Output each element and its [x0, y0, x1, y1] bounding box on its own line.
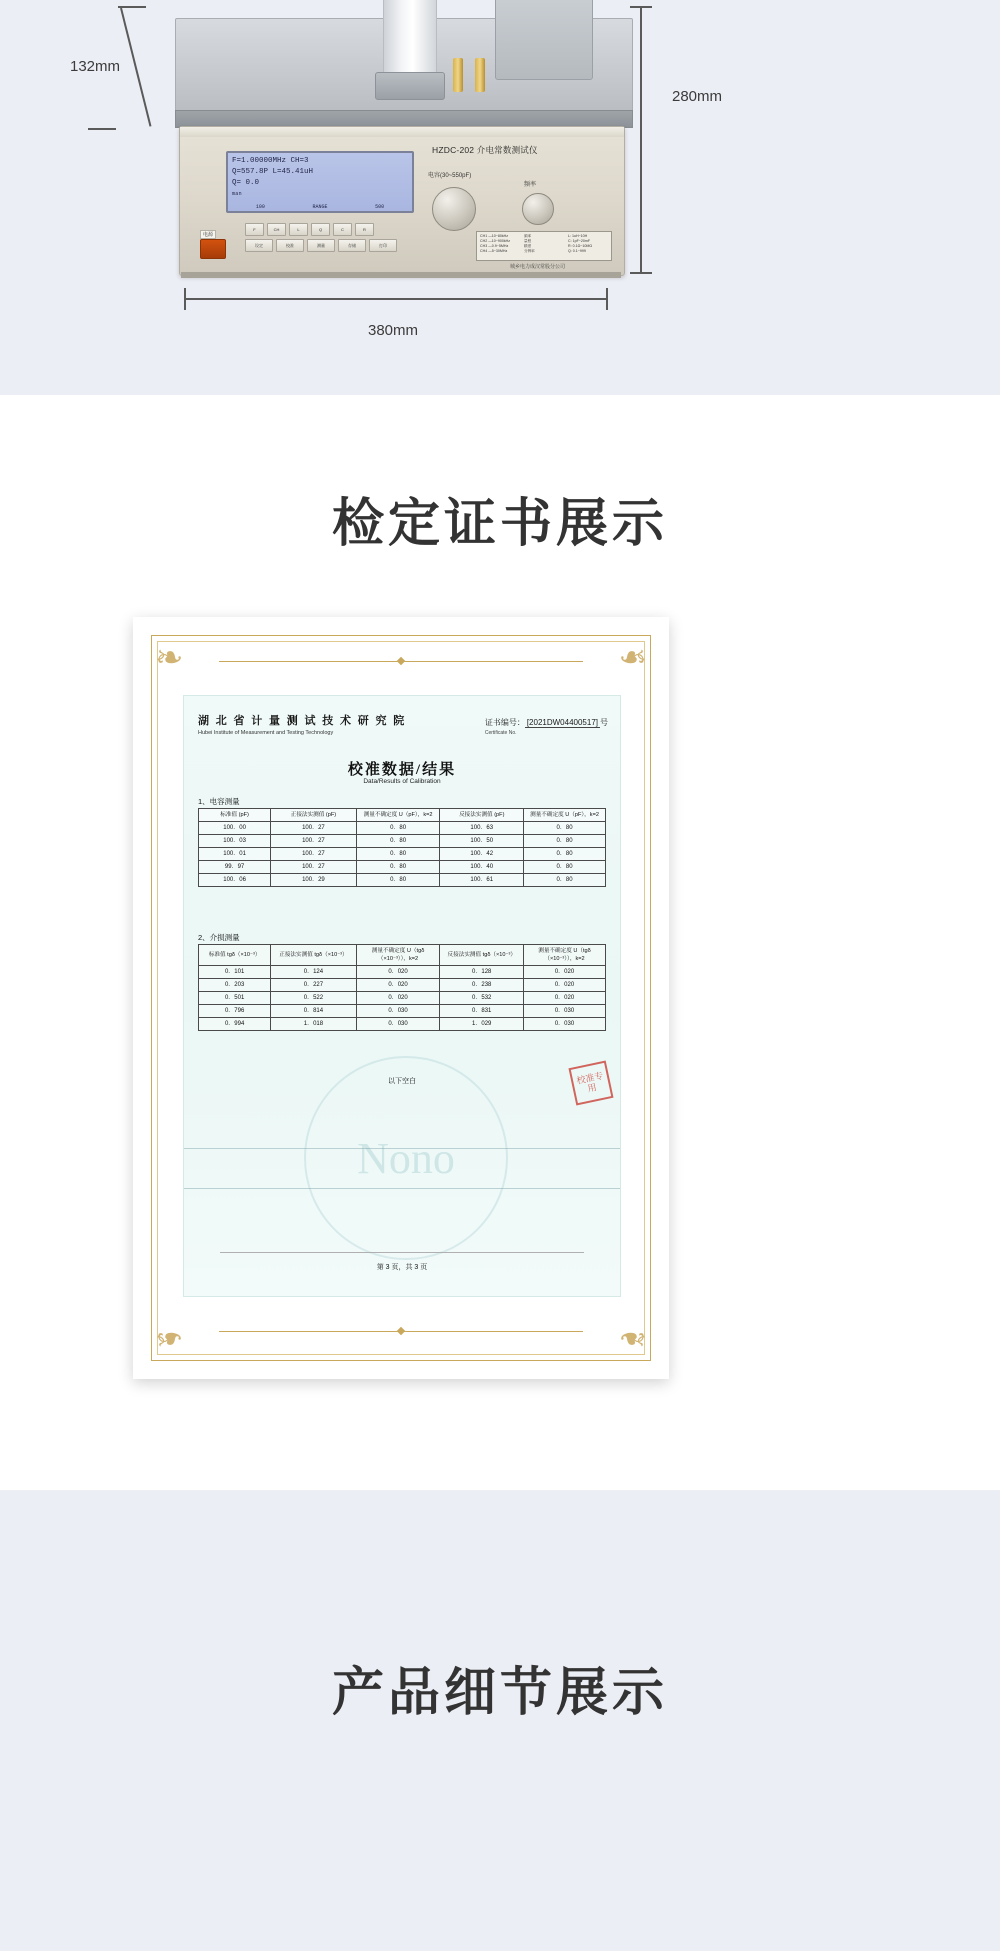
certificate-title-cn: 校准数据/结果: [347, 762, 457, 778]
spec-ch2: CH2 —10~900kHz: [480, 239, 511, 243]
table-row: [199, 1005, 606, 1018]
lcd-range-max: 500: [375, 204, 385, 210]
cell: 0．020: [356, 992, 440, 1005]
table-row: [199, 979, 606, 992]
cell: 0．030: [356, 1005, 440, 1018]
certificate-body: [183, 695, 621, 1297]
certificate-number-value: [2021DW04400517]: [526, 718, 598, 727]
key-calibrate[interactable]: 校准: [276, 239, 304, 252]
cell: 0．80: [356, 835, 440, 848]
instrument-accessories: [175, 0, 635, 140]
cell: 100．42: [440, 848, 524, 861]
lcd-display: [226, 151, 414, 213]
col-forward-uncertainty: 测量不确定度 U（pF），k=2: [356, 809, 440, 822]
divider-line-lower: [184, 1188, 620, 1189]
specification-plate: [476, 231, 612, 261]
cell: 100．06: [199, 874, 271, 887]
cell: 100．50: [440, 835, 524, 848]
organization-name-cn: 湖 北 省 计 量 测 试 技 术 研 究 院: [198, 715, 407, 727]
cell: 0．020: [523, 966, 605, 979]
cell: 0．80: [524, 822, 606, 835]
key-setting[interactable]: 设定: [245, 239, 273, 252]
spec-ch3: CH3 —0.9~5MHz: [480, 244, 509, 248]
table-row: [199, 861, 606, 874]
certificate-section: [0, 395, 1000, 1490]
cell: 99．97: [199, 861, 271, 874]
spec-l: L: 1uH~10H: [568, 234, 588, 238]
detail-section-heading: 产品细节展示: [331, 1664, 668, 1722]
manufacturer-label: 城乡电力成汉常股分公司: [510, 264, 566, 270]
capacitance-table: [198, 808, 606, 887]
spec-accuracy: 精度: [524, 244, 532, 248]
cell: 0．532: [440, 992, 524, 1005]
issuing-organization: [198, 712, 406, 736]
key-ch[interactable]: CH: [267, 223, 286, 236]
lcd-line-4: man: [232, 191, 242, 197]
dimension-photo-section: [0, 0, 1000, 395]
cell: 100．27: [271, 835, 356, 848]
cell: 100．03: [199, 835, 271, 848]
col-reverse-uncertainty: 测量不确定度 U（pF），k=2: [524, 809, 606, 822]
height-dimension-label: 132mm: [70, 58, 121, 75]
cell: 0．030: [356, 1018, 440, 1031]
cell: 0．238: [440, 979, 524, 992]
spec-column-3: [568, 234, 608, 258]
cell: 100．27: [271, 822, 356, 835]
cell: 0．227: [271, 979, 356, 992]
table-header-row: [199, 809, 606, 822]
col-reverse-measured: 反接法实测值 (pF): [440, 809, 524, 822]
cell: 0．522: [271, 992, 356, 1005]
power-button[interactable]: [200, 239, 226, 259]
table-row: [199, 1018, 606, 1031]
cell: 0．128: [440, 966, 524, 979]
cell: 1．018: [271, 1018, 356, 1031]
cell: 0．124: [271, 966, 356, 979]
keypad-row-2: [204, 239, 414, 252]
width-tick-right: [606, 288, 608, 310]
table-row: [199, 966, 606, 979]
cell: 0．030: [523, 1018, 605, 1031]
table-row: [199, 874, 606, 887]
key-q[interactable]: Q: [311, 223, 330, 236]
blank-below-note: 以下空白: [388, 1078, 416, 1085]
table-row: [199, 992, 606, 1005]
cell: 0．020: [356, 979, 440, 992]
certificate-number-label: 证书编号：: [484, 718, 525, 727]
keypad: [204, 223, 414, 265]
spec-column-1: [480, 234, 520, 258]
sample-cylinder: [383, 0, 437, 80]
key-measure[interactable]: 测量: [307, 239, 335, 252]
instrument-photo: [175, 0, 635, 280]
spec-resolution: 分辨率: [524, 249, 535, 253]
table-row: [199, 822, 606, 835]
cell: 0．80: [524, 874, 606, 887]
section-label-capacitance: 1、电容测量: [198, 797, 240, 806]
height-dimension-line: [120, 8, 151, 127]
cell: 0．203: [199, 979, 271, 992]
width-dimension-label: 380mm: [368, 322, 419, 339]
lcd-range-min: 100: [255, 204, 265, 210]
height-tick-bottom: [88, 128, 116, 130]
cell: 100．63: [440, 822, 524, 835]
cell: 0．020: [356, 966, 440, 979]
power-switch-label: 电源: [200, 230, 216, 239]
cell: 0．80: [356, 874, 440, 887]
col-forward-uncertainty-tg: 测量不确定度 U（tgδ（×10⁻³）），k=2: [356, 945, 440, 966]
lcd-range-row: [232, 202, 408, 213]
organization-name-en: Hubei Institute of Measurement and Testing Technology: [198, 730, 334, 736]
table-header-row: [199, 945, 606, 966]
col-standard-value-tg: 标准值 tgδ（×10⁻³）: [199, 945, 271, 966]
certificate-number-suffix: 号: [600, 718, 608, 727]
footer-rule: [220, 1252, 584, 1253]
certificate-header: [198, 712, 608, 736]
cell: 0．101: [199, 966, 271, 979]
cell: 1．029: [440, 1018, 524, 1031]
cell: 0．020: [523, 992, 605, 1005]
ornament-corner-top-left-icon: ❧: [155, 639, 184, 677]
certificate-number-line: [485, 717, 608, 728]
brass-terminal-right: [475, 58, 485, 92]
cell: 0．814: [271, 1005, 356, 1018]
certificate-number-block: [485, 717, 608, 736]
key-l[interactable]: L: [289, 223, 308, 236]
cell: 0．80: [356, 861, 440, 874]
brass-terminal-left: [453, 58, 463, 92]
lcd-line-1: F=1.00000MHz CH=3: [232, 157, 309, 165]
table-row: [199, 835, 606, 848]
col-reverse-uncertainty-tg: 测量不确定度 U（tgδ（×10⁻³）），k=2: [523, 945, 605, 966]
certificate-sheet: [133, 617, 669, 1379]
instrument-front-panel: [179, 126, 625, 276]
model-name-label: HZDC-202 介电常数测试仪: [432, 145, 538, 155]
cell: 0．020: [523, 979, 605, 992]
red-seal-stamp: 校准专用: [568, 1060, 613, 1105]
frequency-knob[interactable]: [522, 193, 554, 225]
certificate-number-label-en: Certificate No.: [484, 730, 517, 736]
ornament-corner-top-right-icon: ❧: [618, 639, 647, 677]
cell: 0．831: [440, 1005, 524, 1018]
cell: 100．40: [440, 861, 524, 874]
spec-ch1: CH1 —10~80kHz: [480, 234, 509, 238]
frequency-knob-label: 频率: [524, 182, 537, 188]
col-forward-measured: 正接法实测值 (pF): [271, 809, 356, 822]
spec-freq: 频率: [524, 234, 532, 238]
key-f[interactable]: F: [245, 223, 264, 236]
cell: 0．80: [356, 822, 440, 835]
cell: 0．501: [199, 992, 271, 1005]
spec-ch4: CH4 —5~30MHz: [480, 249, 508, 253]
height-tick-top: [118, 6, 146, 8]
cell: 0．80: [524, 848, 606, 861]
spec-column-2: [524, 234, 564, 258]
divider-line-upper: [184, 1148, 620, 1149]
cell: 0．80: [524, 835, 606, 848]
cell: 100．27: [271, 861, 356, 874]
key-c[interactable]: C: [333, 223, 352, 236]
key-store[interactable]: 存储: [338, 239, 366, 252]
cell: 0．796: [199, 1005, 271, 1018]
spec-r: R: 0.1Ω~10MΩ: [568, 244, 593, 248]
page-footer-text: 第 3 页，共 3 页: [376, 1264, 428, 1271]
cell: 100．29: [271, 874, 356, 887]
key-r[interactable]: R: [355, 223, 374, 236]
col-forward-measured-tg: 正接法实测值 tgδ（×10⁻³）: [271, 945, 356, 966]
instrument-base: [181, 272, 621, 278]
capacitance-knob[interactable]: [432, 187, 476, 231]
ornament-corner-bottom-left-icon: ❧: [155, 1319, 184, 1357]
section-label-dielectric-loss: 2、介损测量: [198, 933, 240, 942]
spec-c: C: 1pF~20mF: [568, 239, 591, 243]
ornament-corner-bottom-right-icon: ❧: [618, 1319, 647, 1357]
width-dimension-line: [184, 298, 608, 300]
spec-range: 量程: [524, 239, 532, 243]
product-detail-heading-section: [0, 1490, 1000, 1951]
cell: 100．00: [199, 822, 271, 835]
cell: 100．01: [199, 848, 271, 861]
col-reverse-measured-tg: 反接法实测值 tgδ（×10⁻³）: [440, 945, 524, 966]
keypad-row-1: [204, 223, 414, 236]
depth-dimension-line: [640, 6, 642, 274]
table-row: [199, 848, 606, 861]
spec-q: Q: 0.1~999: [568, 249, 586, 253]
certificate-section-heading: 检定证书展示: [331, 495, 668, 553]
cell: 100．61: [440, 874, 524, 887]
key-print[interactable]: 打印: [369, 239, 397, 252]
certificate-title-en: Data/Results of Calibration: [363, 778, 441, 785]
cell: 0．994: [199, 1018, 271, 1031]
cell: 0．80: [356, 848, 440, 861]
certificate-watermark: Nono: [304, 1056, 508, 1260]
depth-dimension-label: 280mm: [672, 88, 723, 105]
capacitance-range-label: 电容(30~550pF): [428, 173, 472, 179]
electrode-fixture: [495, 0, 593, 80]
cell: 0．80: [524, 861, 606, 874]
dielectric-loss-table: [198, 944, 606, 1031]
lcd-line-3: Q= 0.0: [232, 179, 260, 187]
cell: 100．27: [271, 848, 356, 861]
cell: 0．030: [523, 1005, 605, 1018]
col-standard-value: 标准值 (pF): [199, 809, 271, 822]
width-tick-left: [184, 288, 186, 310]
lcd-line-2: Q=557.8P L=45.41uH: [232, 168, 314, 176]
lcd-range-label: RANGE: [312, 204, 328, 210]
cylinder-base: [375, 72, 445, 100]
panel-top-bevel: [180, 127, 624, 137]
